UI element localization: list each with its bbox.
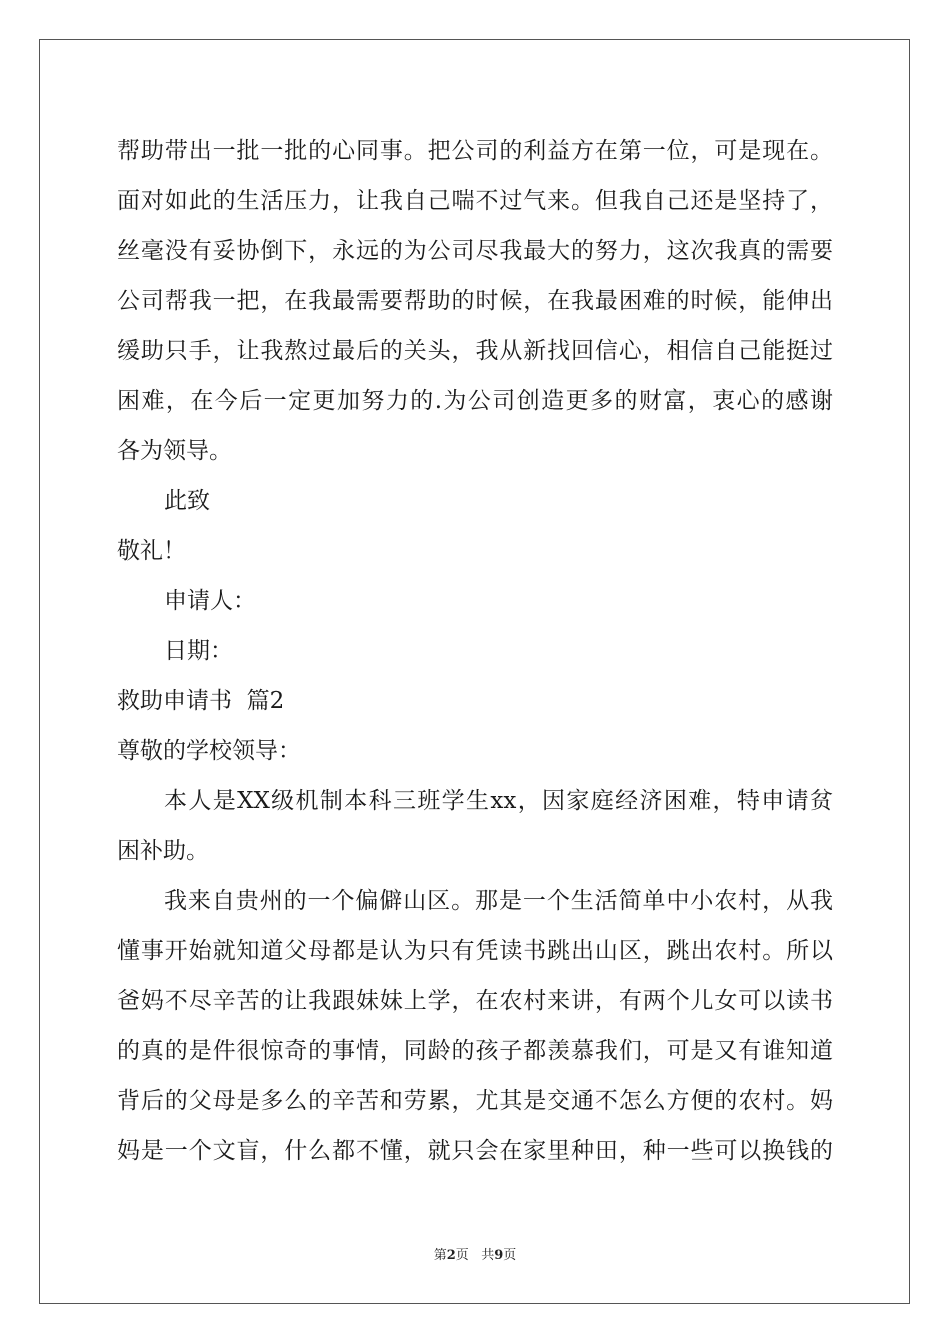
text-line: 困难，在今后一定更加努力的.为公司创造更多的财富，衷心的感谢 (117, 388, 833, 414)
greeting: 尊敬的学校领导： (117, 738, 301, 764)
paragraph-line: 妈是一个文盲，什么都不懂，就只会在家里种田，种一些可以换钱的 (117, 1138, 833, 1164)
applicant-label: 申请人： (164, 588, 256, 614)
paragraph-line: 爸妈不尽辛苦的让我跟妹妹上学，在农村来讲，有两个儿女可以读书 (117, 988, 833, 1014)
paragraph-line: 我来自贵州的一个偏僻山区。那是一个生活简单中小农村，从我 (164, 888, 833, 914)
paragraph-line: 懂事开始就知道父母都是认为只有凭读书跳出山区，跳出农村。所以 (117, 938, 833, 964)
page-footer (0, 1246, 950, 1266)
footer-mid: 页 共 (455, 1248, 495, 1263)
salute: 敬礼！ (117, 538, 186, 564)
paragraph-line: 背后的父母是多么的辛苦和劳累，尤其是交通不怎么方便的农村。妈 (117, 1088, 833, 1114)
date-label: 日期： (164, 638, 233, 664)
footer-suffix: 页 (503, 1248, 517, 1263)
text-line: 公司帮我一把，在我最需要帮助的时候，在我最困难的时候，能伸出 (117, 288, 833, 314)
text-line: 面对如此的生活压力，让我自己喘不过气来。但我自己还是坚持了， (117, 188, 833, 214)
footer-page-number: 2 (446, 1248, 456, 1263)
paragraph-line: 困补助。 (117, 838, 209, 864)
footer-total-pages: 9 (494, 1248, 504, 1263)
text-line: 丝毫没有妥协倒下，永远的为公司尽我最大的努力，这次我真的需要 (117, 238, 833, 264)
document-body (117, 126, 833, 1176)
paragraph-line: 本人是XX级机制本科三班学生xx，因家庭经济困难，特申请贫 (164, 788, 833, 814)
closing: 此致 (164, 488, 210, 514)
text-line: 各为领导。 (117, 438, 232, 464)
footer-prefix: 第 (433, 1248, 447, 1263)
text-line: 帮助带出一批一批的心同事。把公司的利益方在第一位，可是现在。 (117, 138, 833, 164)
paragraph-line: 的真的是件很惊奇的事情，同龄的孩子都羡慕我们，可是又有谁知道 (117, 1038, 833, 1064)
section-title: 救助申请书 篇2 (117, 688, 285, 714)
text-line: 缓助只手，让我熬过最后的关头，我从新找回信心，相信自己能挺过 (117, 338, 833, 364)
